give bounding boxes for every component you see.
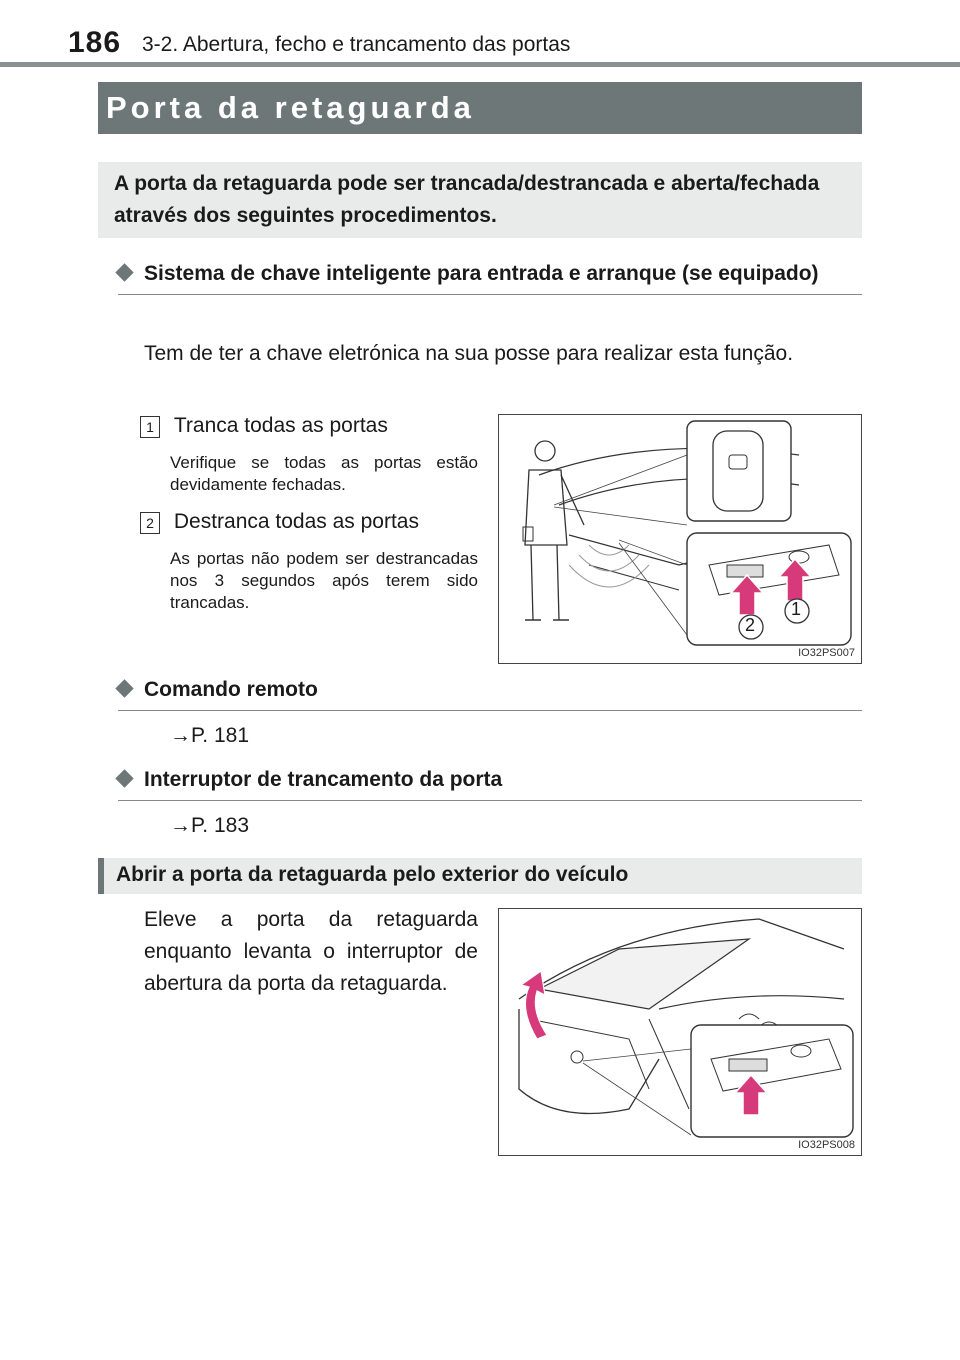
- open-from-outside-heading: Abrir a porta da retaguarda pelo exterior do veículo: [116, 863, 629, 886]
- open-from-outside-bar: [98, 858, 862, 894]
- step-number-2: 2: [140, 512, 160, 534]
- smart-key-illustration: [499, 415, 861, 663]
- item-lock-all-label: Tranca todas as portas: [173, 414, 388, 437]
- figure-code-2: IO32PS008: [798, 1139, 855, 1151]
- open-from-outside-body: Eleve a porta da retaguarda enquanto levanta o interruptor de abertura da porta da retaguarda.: [144, 908, 478, 995]
- item-lock-all: [140, 410, 388, 442]
- remote-control-heading-text: Comando remoto: [144, 678, 318, 701]
- door-lock-switch-ref[interactable]: →P. 183: [170, 814, 250, 837]
- header-rule: [0, 62, 960, 67]
- item-unlock-all-label: Destranca todas as portas: [173, 510, 419, 533]
- figure-smart-key: [498, 414, 862, 664]
- item-lock-all-desc: Verifique se todas as portas estão devidamente fechadas.: [170, 453, 478, 494]
- chapter-title: 3-2. Abertura, fecho e trancamento das portas: [142, 33, 571, 56]
- figure-callout-1: 1: [791, 599, 802, 619]
- item-unlock-all: [140, 506, 419, 538]
- page-number: 186: [68, 26, 122, 59]
- smart-key-heading: [118, 258, 862, 295]
- smart-key-body: Tem de ter a chave eletrónica na sua posse para realizar esta função.: [144, 342, 794, 365]
- section-title: Porta da retaguarda: [106, 90, 475, 125]
- item-unlock-all-desc: As portas não podem ser destrancadas nos 3 segundos após terem sido trancadas.: [170, 549, 478, 612]
- door-lock-switch-heading-text: Interruptor de trancamento da porta: [144, 768, 503, 791]
- figure-open-back-door: [498, 908, 862, 1156]
- figure-code-1: IO32PS007: [798, 647, 855, 659]
- remote-control-heading: [118, 674, 862, 711]
- figure-callout-2: 2: [745, 615, 756, 635]
- door-lock-switch-heading: [118, 764, 862, 801]
- section-title-bar: [98, 82, 862, 134]
- remote-control-ref[interactable]: →P. 181: [170, 724, 250, 747]
- smart-key-heading-text: Sistema de chave inteligente para entrada e arranque (se equipado): [144, 262, 819, 285]
- intro-box: [98, 162, 862, 238]
- back-door-illustration: [499, 909, 861, 1155]
- step-number-1: 1: [140, 416, 160, 438]
- intro-text: A porta da retaguarda pode ser trancada/destrancada e aberta/fechada através dos seguintes procedimentos.: [114, 172, 820, 227]
